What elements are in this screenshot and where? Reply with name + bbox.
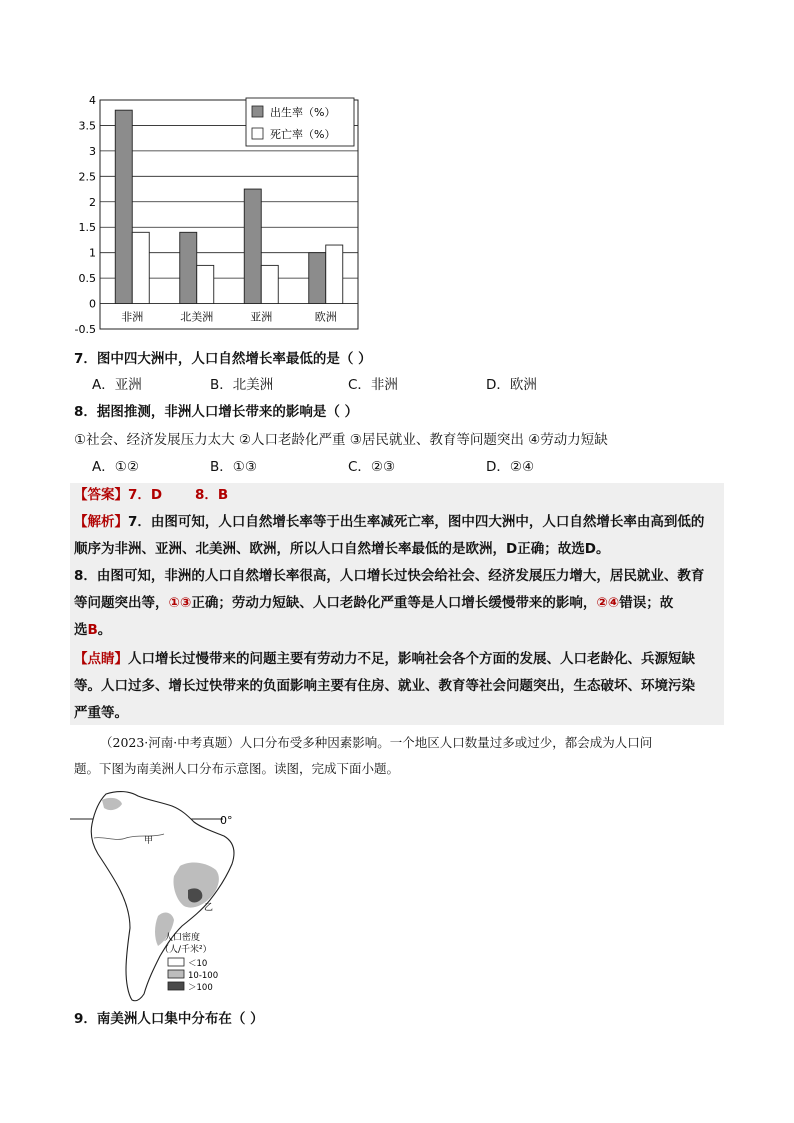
y-tick-label: 0	[89, 297, 96, 311]
map-legend-swatch-low	[168, 958, 184, 966]
answer-line	[74, 485, 228, 505]
q8-option-d[interactable]: D．②④	[486, 459, 535, 475]
answer-text: 7．D 8．B	[128, 487, 229, 503]
tip-line-2: 等。人口过多、增长过快带来的负面影响主要有住房、就业、教育等社会问题突出，生态破坏、环境污染	[74, 678, 695, 694]
tip-line-3: 严重等。	[74, 705, 128, 721]
map-legend-title-1: 人口密度	[164, 933, 201, 943]
continent-outline	[91, 792, 234, 1001]
map-legend-label-mid: 10-100	[188, 971, 219, 981]
analysis-tag: 【解析】	[74, 514, 128, 530]
bar-death-2	[261, 265, 278, 303]
x-category-label: 北美洲	[180, 310, 214, 324]
y-tick-label: 2.5	[78, 170, 96, 184]
y-tick-label: -0.5	[74, 323, 96, 336]
q8-items: ①社会、经济发展压力太大 ②人口老龄化严重 ③居民就业、教育等问题突出 ④劳动力短缺	[74, 432, 608, 448]
y-tick-label: 2	[89, 195, 96, 209]
x-category-label: 亚洲	[250, 310, 273, 324]
analysis-line-1: 【解析】7．由图可知，人口自然增长率等于出生率减死亡率，图中四大洲中，人口自然增长率由高到低的	[74, 514, 705, 530]
bar-birth-1	[180, 232, 197, 303]
y-tick-label: 4	[89, 94, 96, 107]
analysis-line-3: 8．由图可知，非洲的人口自然增长率很高，人口增长过快会给社会、经济发展压力增大，居民就业、教育	[74, 568, 705, 584]
q8-stem: 8．据图推测，非洲人口增长带来的影响是（ ）	[74, 404, 359, 420]
q7-option-d[interactable]: D．欧洲	[486, 377, 537, 393]
map-legend-swatch-mid	[168, 970, 184, 978]
equator-label: 0°	[220, 814, 233, 827]
q8-option-b[interactable]: B．①③	[210, 459, 257, 475]
map-legend-swatch-high	[168, 982, 184, 990]
y-tick-label: 0.5	[78, 272, 96, 286]
q7-stem: 7．图中四大洲中，人口自然增长率最低的是（ ）	[74, 351, 372, 367]
q8-option-a[interactable]: A．①②	[92, 459, 139, 475]
q7-option-c[interactable]: C．非洲	[348, 377, 398, 393]
bar-birth-2	[244, 189, 261, 303]
legend-label-0: 出生率（%）	[270, 106, 336, 119]
bar-birth-0	[115, 110, 132, 303]
y-tick-label: 3	[89, 144, 96, 158]
analysis-line-5: 选B。	[74, 622, 112, 638]
q8-option-c[interactable]: C．②③	[348, 459, 396, 475]
y-tick-label: 1	[89, 246, 96, 260]
map-legend-label-high: ＞100	[188, 983, 213, 993]
south-america-population-map	[68, 786, 248, 1006]
analysis-line-4: 等问题突出等，①③正确；劳动力短缺、人口老龄化严重等是人口增长缓慢带来的影响，②④错误；故	[74, 595, 674, 611]
bar-death-0	[132, 232, 149, 303]
tip-line-1: 【点睛】人口增长过慢带来的问题主要有劳动力不足，影响社会各个方面的发展、人口老龄化、兵源短缺	[74, 651, 695, 667]
birth-death-rate-chart	[70, 88, 370, 343]
label-jia: 甲	[144, 836, 154, 846]
analysis-line-2: 顺序为非洲、亚洲、北美洲、欧洲，所以人口自然增长率最低的是欧洲，D正确；故选D。	[74, 541, 610, 557]
intro-line-2: 题。下图为南美洲人口分布示意图。读图，完成下面小题。	[74, 761, 400, 776]
x-category-label: 非洲	[121, 310, 144, 324]
legend-label-1: 死亡率（%）	[270, 128, 336, 141]
q7-option-a[interactable]: A．亚洲	[92, 377, 142, 393]
q9-stem: 9．南美洲人口集中分布在（ ）	[74, 1011, 264, 1027]
x-category-label: 欧洲	[314, 310, 337, 324]
tip-tag: 【点睛】	[74, 651, 128, 667]
legend-swatch-1	[252, 128, 263, 139]
y-tick-label: 1.5	[78, 221, 96, 235]
label-yi: 乙	[204, 903, 214, 913]
q7-option-b[interactable]: B．北美洲	[210, 377, 274, 393]
answer-tag: 【答案】	[74, 487, 128, 503]
y-tick-label: 3.5	[78, 119, 96, 133]
bar-death-1	[197, 265, 214, 303]
intro-line-1: （2023·河南·中考真题）人口分布受多种因素影响。一个地区人口数量过多或过少，都会成为人口问	[100, 735, 653, 750]
bar-birth-3	[309, 253, 326, 304]
bar-death-3	[326, 245, 343, 304]
map-legend-title-2: （人/千米²）	[160, 945, 212, 955]
legend-swatch-0	[252, 106, 263, 117]
map-legend-label-low: ＜10	[188, 959, 208, 969]
